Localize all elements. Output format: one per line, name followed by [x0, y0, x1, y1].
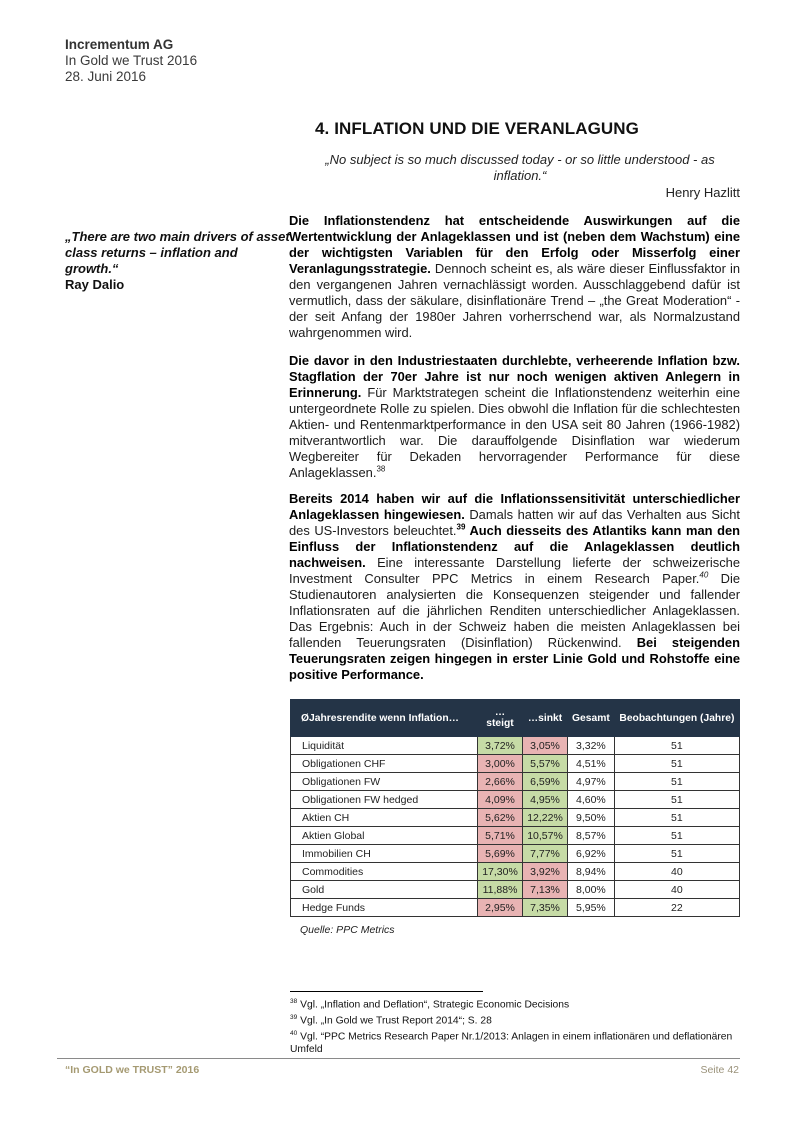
return-rising: 4,09% [478, 791, 523, 809]
report-title: In Gold we Trust 2016 [65, 53, 198, 68]
observation-years: 51 [614, 845, 739, 863]
return-falling: 7,13% [523, 881, 568, 899]
paragraph-3-emphasis-2: Auch diesseits des Atlantiks kann man den Einfluss der Inflationstendenz auf die Anlageklassen deutlich nachweisen. [289, 523, 740, 570]
asset-name: Gold [291, 881, 478, 899]
footer-divider [57, 1058, 740, 1059]
paragraph-3-lead: Bereits 2014 haben wir auf die Inflationssensitivität unterschiedlicher Anlageklassen hingewiesen. [289, 491, 740, 522]
return-falling: 3,92% [523, 863, 568, 881]
return-rising: 2,95% [478, 899, 523, 917]
observation-years: 22 [614, 899, 739, 917]
return-falling: 4,95% [523, 791, 568, 809]
observation-years: 51 [614, 791, 739, 809]
col-header-rising: …steigt [478, 700, 523, 737]
epigraph-quote: „No subject is so much discussed today - or so little understood - as inflation.“ [325, 152, 715, 183]
paragraph-3 [289, 491, 740, 683]
page-number: Seite 42 [700, 1064, 739, 1076]
return-total: 9,50% [568, 809, 615, 827]
paragraph-3-body-1: Damals hatten wir auf das Verhalten aus Sicht des US-Investors beleuchtet. [289, 507, 740, 538]
paragraph-3-conclusion: Bei steigenden Teuerungsraten zeigen hingegen in erster Linie Gold und Rohstoffe eine positive Performance. [289, 635, 740, 682]
document-header [65, 37, 197, 85]
return-total: 8,00% [568, 881, 615, 899]
return-total: 8,57% [568, 827, 615, 845]
return-rising: 5,71% [478, 827, 523, 845]
return-total: 5,95% [568, 899, 615, 917]
return-falling: 7,35% [523, 899, 568, 917]
col-header-falling: …sinkt [523, 700, 568, 737]
table-row [291, 827, 740, 845]
table-row [291, 773, 740, 791]
table-row [291, 755, 740, 773]
return-total: 4,60% [568, 791, 615, 809]
table-row [291, 863, 740, 881]
return-falling: 3,05% [523, 737, 568, 755]
paragraph-1-lead: Die Inflationstendenz hat entscheidende Auswirkungen auf die Wertentwicklung der Anlageklassen und ist (neben dem Wachstum) eine der wichtigsten Variablen für den Erfolg oder Misserfolg einer Veranlagungsstrategie. [289, 213, 740, 276]
return-falling: 5,57% [523, 755, 568, 773]
report-date: 28. Juni 2016 [65, 69, 147, 84]
asset-name: Aktien Global [291, 827, 478, 845]
footnotes [290, 996, 740, 1056]
return-total: 4,97% [568, 773, 615, 791]
observation-years: 40 [614, 863, 739, 881]
footnote-40: $^{40}$ Vgl. “PPC Metrics Research Paper Nr.1/2013: Anlagen in einem inflationären und deflationären Umfeld [290, 1029, 733, 1055]
return-rising: 3,72% [478, 737, 523, 755]
table-row [291, 845, 740, 863]
epigraph-author: Henry Hazlitt [665, 185, 740, 200]
footnote-38: $^{38}$ Vgl. „Inflation and Deflation“, Strategic Economic Decisions [290, 998, 570, 1011]
table-header-row [291, 700, 740, 737]
return-falling: 6,59% [523, 773, 568, 791]
table-row [291, 791, 740, 809]
footnote-ref-39[interactable]: 39 [456, 522, 466, 532]
section-title: 4. INFLATION UND DIE VERANLAGUNG [315, 119, 639, 138]
observation-years: 40 [614, 881, 739, 899]
return-rising: 2,66% [478, 773, 523, 791]
sidebar-quote [65, 229, 290, 293]
footer-report-name: “In GOLD we TRUST” 2016 [65, 1064, 200, 1076]
asset-name: Obligationen CHF [291, 755, 478, 773]
observation-years: 51 [614, 737, 739, 755]
footnote-divider [290, 991, 483, 992]
return-rising: 5,69% [478, 845, 523, 863]
asset-name: Aktien CH [291, 809, 478, 827]
return-total: 8,94% [568, 863, 615, 881]
paragraph-3-body-3: Die Studienautoren analysierten die Konsequenzen steigender und fallender Inflationsraten auf die jährlichen Renditen unterschiedlicher Anlageklassen. Das Ergebnis: Auch in der Schweiz haben die meisten Anlageklassen bei fallenden Teuerungsraten (Disinflation) Rückenwind. [289, 571, 740, 650]
return-rising: 5,62% [478, 809, 523, 827]
paragraph-2-body: Für Marktstrategen scheint die Inflationstendenz weiterhin eine untergeordnete Rolle zu spielen. Dies obwohl die Inflation für die schlechtesten Aktien- und Rentenmarktperformance in den USA seit 80 Jahren (1966-1982) mitverantwortlich war. Die darauffolgende Disinflation war wiederum Wegbereiter für Dekaden hervorragender Performance für diese Anlageklassen. [289, 385, 740, 480]
asset-name: Liquidität [291, 737, 478, 755]
asset-name: Hedge Funds [291, 899, 478, 917]
return-falling: 10,57% [523, 827, 568, 845]
observation-years: 51 [614, 809, 739, 827]
observation-years: 51 [614, 773, 739, 791]
return-falling: 12,22% [523, 809, 568, 827]
footnote-ref-40[interactable]: 40 [699, 570, 709, 580]
inflation-returns-table [290, 699, 740, 917]
table-row [291, 899, 740, 917]
table-row [291, 881, 740, 899]
return-rising: 17,30% [478, 863, 523, 881]
return-falling: 7,77% [523, 845, 568, 863]
paragraph-2 [289, 353, 740, 481]
table-row [291, 809, 740, 827]
asset-name: Obligationen FW [291, 773, 478, 791]
paragraph-1-body: Dennoch scheint es, als wäre dieser Einflussfaktor in den vergangenen Jahren vernachlässigt worden. Ausschlaggebend dafür ist vermutlich, dass der säkulare, disinflationäre Trend – „the Great Moderation“ - der seit Anfang der 1980er Jahren vorherrschend war, als Normalzustand wahrgenommen wird. [289, 261, 740, 340]
return-rising: 11,88% [478, 881, 523, 899]
paragraph-3-body-2: Eine interessante Darstellung lieferte der schweizerische Investment Consulter PPC Metrics in einem Research Paper. [289, 555, 740, 586]
return-rising: 3,00% [478, 755, 523, 773]
footnote-ref-38[interactable]: 38 [376, 464, 386, 474]
footnote-39: $^{39}$ Vgl. „In Gold we Trust Report 2014“; S. 28 [290, 1013, 492, 1027]
sidebar-quote-text: „There are two main drivers of asset class returns – inflation and growth.“ [65, 229, 290, 276]
col-header-asset: ØJahresrendite wenn Inflation… [291, 700, 478, 737]
observation-years: 51 [614, 755, 739, 773]
return-total: 4,51% [568, 755, 615, 773]
paragraph-2-lead: Die davor in den Industriestaaten durchlebte, verheerende Inflation bzw. Stagflation der 70er Jahre ist nur noch wenigen aktiven Anlegern in Erinnerung. [289, 353, 740, 400]
asset-name: Immobilien CH [291, 845, 478, 863]
table-source: Quelle: PPC Metrics [300, 924, 395, 936]
col-header-total: Gesamt [568, 700, 615, 737]
asset-name: Commodities [291, 863, 478, 881]
company-name: Incrementum AG [65, 37, 174, 52]
observation-years: 51 [614, 827, 739, 845]
col-header-observations: Beobachtungen (Jahre) [614, 700, 739, 737]
paragraph-1 [289, 213, 740, 341]
return-total: 6,92% [568, 845, 615, 863]
return-total: 3,32% [568, 737, 615, 755]
table-row [291, 737, 740, 755]
sidebar-quote-author: Ray Dalio [65, 277, 125, 292]
asset-name: Obligationen FW hedged [291, 791, 478, 809]
